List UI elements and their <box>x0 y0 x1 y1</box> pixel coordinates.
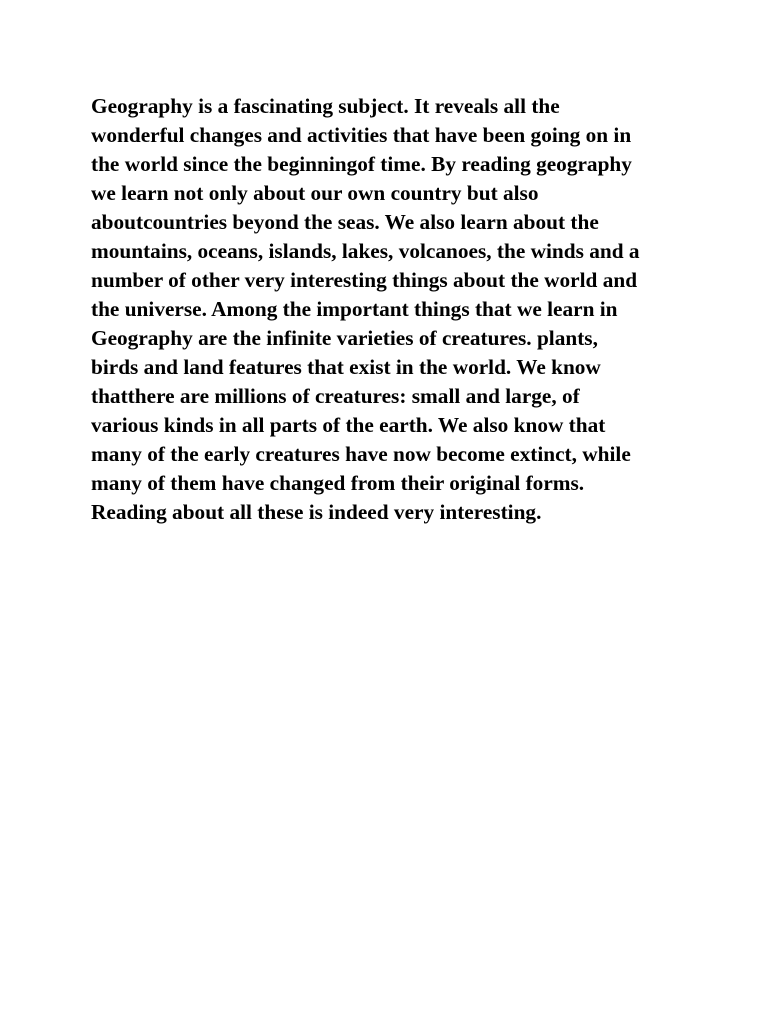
paragraph-line: birds and land features that exist in the world. We know <box>91 355 601 379</box>
paragraph-line: wonderful changes and activities that have been going on in <box>91 123 632 147</box>
paragraph-line: Geography are the infinite varieties of creatures. plants, <box>91 326 598 350</box>
paragraph-line: we learn not only about our own country but also <box>91 181 539 205</box>
body-paragraph <box>91 92 691 527</box>
paragraph-line: Reading about all these is indeed very interesting. <box>91 500 542 524</box>
paragraph-line: aboutcountries beyond the seas. We also learn about the <box>91 210 599 234</box>
paragraph-line: many of them have changed from their original forms. <box>91 471 585 495</box>
paragraph-line: Geography is a fascinating subject. It reveals all the <box>91 94 560 118</box>
paragraph-line: the universe. Among the important things that we learn in <box>91 297 618 321</box>
paragraph-line: number of other very interesting things about the world and <box>91 268 638 292</box>
paragraph-line: mountains, oceans, islands, lakes, volcanoes, the winds and a <box>91 239 640 263</box>
paragraph-line: thatthere are millions of creatures: small and large, of <box>91 384 580 408</box>
paragraph-line: various kinds in all parts of the earth. We also know that <box>91 413 606 437</box>
paragraph-line: the world since the beginningof time. By reading geography <box>91 152 632 176</box>
paragraph-line: many of the early creatures have now become extinct, while <box>91 442 631 466</box>
